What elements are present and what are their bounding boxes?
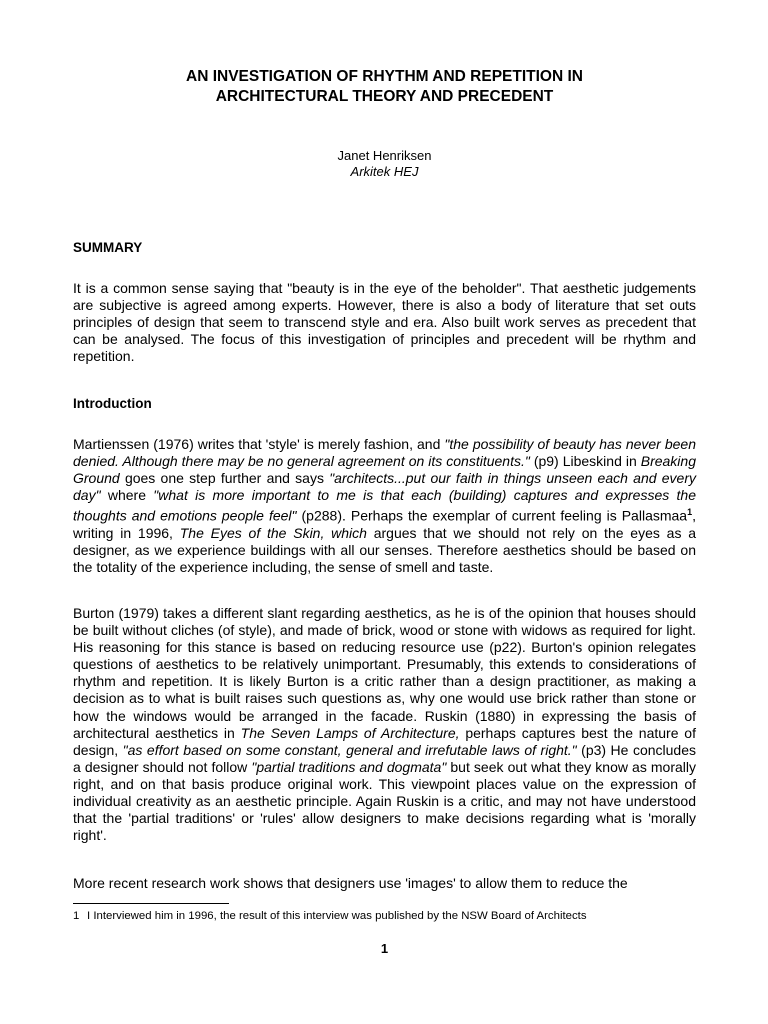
author-affiliation: Arkitek HEJ [350,164,419,179]
book-title-seven-lamps: The Seven Lamps of Architecture, [240,724,460,741]
quote-libeskind-1: "architects...put our faith in things unseen each and every day" [73,470,696,504]
author-block [73,148,696,180]
title-line-2: ARCHITECTURAL THEORY AND PRECEDENT [215,88,554,105]
footnote [73,909,587,923]
footnote-number: 1 [73,910,80,922]
quote-ruskin-1: "as effort based on some constant, general and irrefutable laws of right." [122,741,577,758]
author-name: Janet Henriksen [337,148,432,163]
footnote-reference: 1 [687,507,693,518]
quote-martienssen: "the possibility of beauty has never been denied. Although there may be no general agreement on its constituents." [73,436,697,470]
quote-ruskin-2: "partial traditions and dogmata" [251,758,447,775]
summary-paragraph: It is a common sense saying that "beauty is in the eye of the beholder". That aesthetic judgements are subjective is agreed among experts. However, there is also a body of literature that set outs principles of design that seem to transcend style and era. Also built work serves as precedent that can be analysed. The focus of this investigation of principles and precedent will be rhythm and repetition. [73,280,696,365]
intro-paragraph-3: More recent research work shows that designers use 'images' to allow them to reduce the [73,875,628,891]
title-line-1: AN INVESTIGATION OF RHYTHM AND REPETITION IN [186,68,583,85]
page-number: 1 [380,941,389,956]
paper-title [73,67,696,107]
footnote-divider [73,903,229,904]
footnote-text: I Interviewed him in 1996, the result of this interview was published by the NSW Board of Architects [87,910,587,922]
intro-paragraph-2: Burton (1979) takes a different slant regarding aesthetics, as he is of the opinion that houses should be built without cliches (of style), and made of brick, wood or stone with widows as required for light. His reasoning for this stance is based on reducing resource use (p22). Burton's opinion relegates questions of aesthetics to be relatively unimportant. Presumably, this extends to considerations of rhythm and repetition. It is likely Burton is a critic rather than a design practitioner, as making a decision as to what is built raises such questions as, why one would use brick rather than stone or how the windows would be arranged in the facade. Ruskin (1880) in expressing the basis of architectural aesthetics in The Seven Lamps of Architecture, perhaps captures best the nature of design, "as effort based on some constant, general and irrefutable laws of right." (p3) He concludes a designer should not follow "partial traditions and dogmata" but seek out what they know as morally right, and on that basis produce original work. This viewpoint places value on the expression of individual creativity as an aesthetic principle. Again Ruskin is a critic, and may not have understood that the 'partial traditions' or 'rules' allow designers to make decisions regarding what is 'morally right'. [73,605,697,844]
book-title-breaking-ground: Breaking Ground [73,453,696,487]
introduction-heading: Introduction [73,396,152,411]
summary-heading: SUMMARY [73,240,143,255]
quote-libeskind-2: "what is more important to me is that each (building) captures and expresses the thoughts and emotions people feel" [73,487,696,525]
book-title-eyes-of-skin: The Eyes of the Skin, which [179,525,367,542]
intro-paragraph-1: Martienssen (1976) writes that 'style' is merely fashion, and "the possibility of beauty has never been denied. Although there may be no general agreement on its constituents." (p9) Libeskind in Breaking Ground goes one step further and says "architects...put our faith in things unseen each and every day" where "what is more important to me is that each (building) captures and expresses the thoughts and emotions people feel" (p288). Perhaps the exemplar of current feeling is Pallasmaa$^1$, writing in 1996, The Eyes of the Skin, which argues that we should not rely on the eyes as a designer, as we experience buildings with all our senses. Therefore aesthetics should be based on the totality of the experience including, the sense of smell and taste. [73,436,697,576]
